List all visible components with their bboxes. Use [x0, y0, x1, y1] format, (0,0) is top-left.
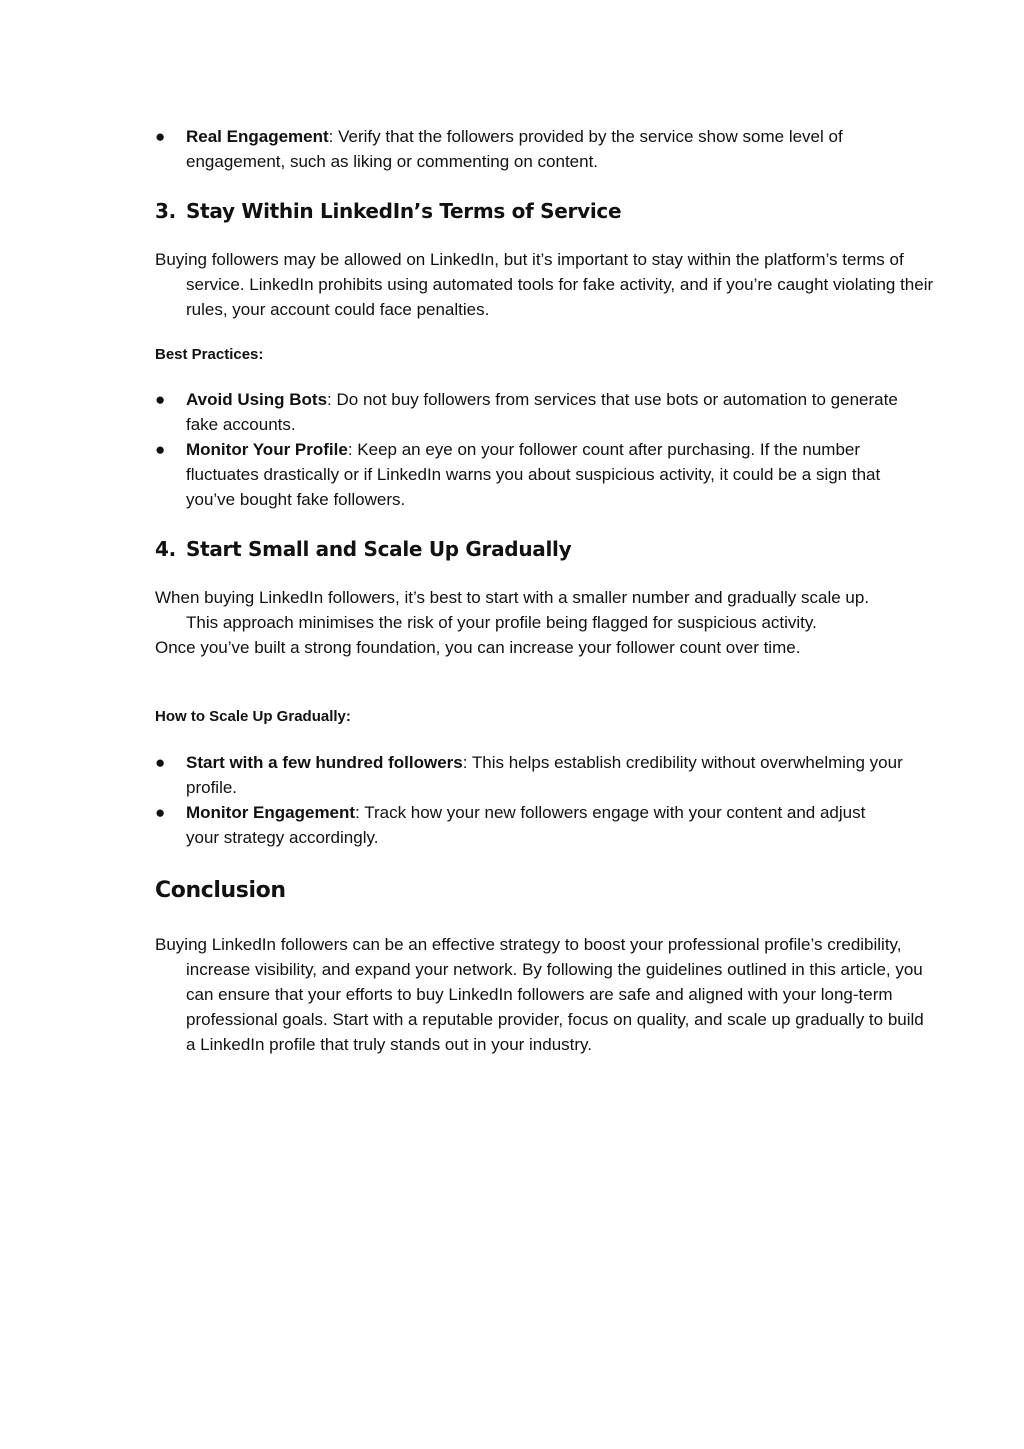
bullet-description: : This helps establish credibility without overwhelming your profile.: [186, 753, 903, 797]
section-number: 3.: [155, 199, 176, 223]
section-paragraph: When buying LinkedIn followers, it’s best to start with a smaller number and gradually scale up. This approach minimises the risk of your profile being flagged for suspicious activity.: [155, 588, 870, 632]
conclusion-paragraph: Buying LinkedIn followers can be an effective strategy to boost your professional profile’s credibility, increase visibility, and expand your network. By following the guidelines outlined in this article, you can ensure that your efforts to buy LinkedIn followers are safe and aligned with your long-term professional goals. Start with a reputable provider, focus on quality, and scale up gradually to build a LinkedIn profile that truly stands out in your industry.: [155, 935, 924, 1054]
bullet-icon: ●: [155, 127, 166, 146]
bullet-description: : Verify that the followers provided by the service show some level of engagement, such as liking or commenting on content.: [186, 127, 843, 171]
section-title: Stay Within LinkedIn’s Terms of Service: [186, 199, 622, 223]
list-item: [155, 800, 903, 850]
bullet-description: : Do not buy followers from services that use bots or automation to generate fake accounts.: [186, 390, 898, 434]
section-heading-4: [155, 536, 903, 562]
bullet-description: : Keep an eye on your follower count after purchasing. If the number fluctuates drastically or if LinkedIn warns you about suspicious activity, it could be a sign that you’ve bought fake followers.: [186, 440, 881, 509]
bullet-icon: ●: [155, 390, 166, 409]
list-item: [155, 750, 903, 800]
bullet-description: : Track how your new followers engage with your content and adjust your strategy accordingly.: [186, 803, 866, 847]
bullet-list-best-practices: [155, 387, 903, 512]
subheading-scale-up: How to Scale Up Gradually:: [155, 708, 351, 725]
bullet-term: Avoid Using Bots: [186, 390, 328, 409]
list-item: [155, 124, 903, 174]
section-paragraph: Once you’ve built a strong foundation, you can increase your follower count over time.: [155, 638, 801, 657]
bullet-list-scale-up: [155, 750, 903, 850]
bullet-list-quality: [155, 124, 903, 174]
subheading-best-practices: Best Practices:: [155, 346, 264, 363]
bullet-term: Real Engagement: [186, 127, 329, 146]
bullet-icon: ●: [155, 440, 166, 459]
section-number: 4.: [155, 537, 176, 561]
bullet-icon: ●: [155, 803, 166, 822]
bullet-term: Monitor Engagement: [186, 803, 356, 822]
section-title: Start Small and Scale Up Gradually: [186, 537, 572, 561]
list-item: [155, 387, 903, 437]
list-item: [155, 437, 903, 512]
section-paragraph-group: [155, 585, 903, 660]
section-heading-3: [155, 198, 903, 224]
bullet-icon: ●: [155, 753, 166, 772]
bullet-term: Monitor Your Profile: [186, 440, 348, 459]
conclusion-heading: Conclusion: [155, 878, 286, 903]
bullet-term: Start with a few hundred followers: [186, 753, 463, 772]
section-paragraph: Buying followers may be allowed on LinkedIn, but it’s important to stay within the platform’s terms of service. LinkedIn prohibits using automated tools for fake activity, and if you’re caught violating their rules, your account could face penalties.: [155, 250, 934, 319]
